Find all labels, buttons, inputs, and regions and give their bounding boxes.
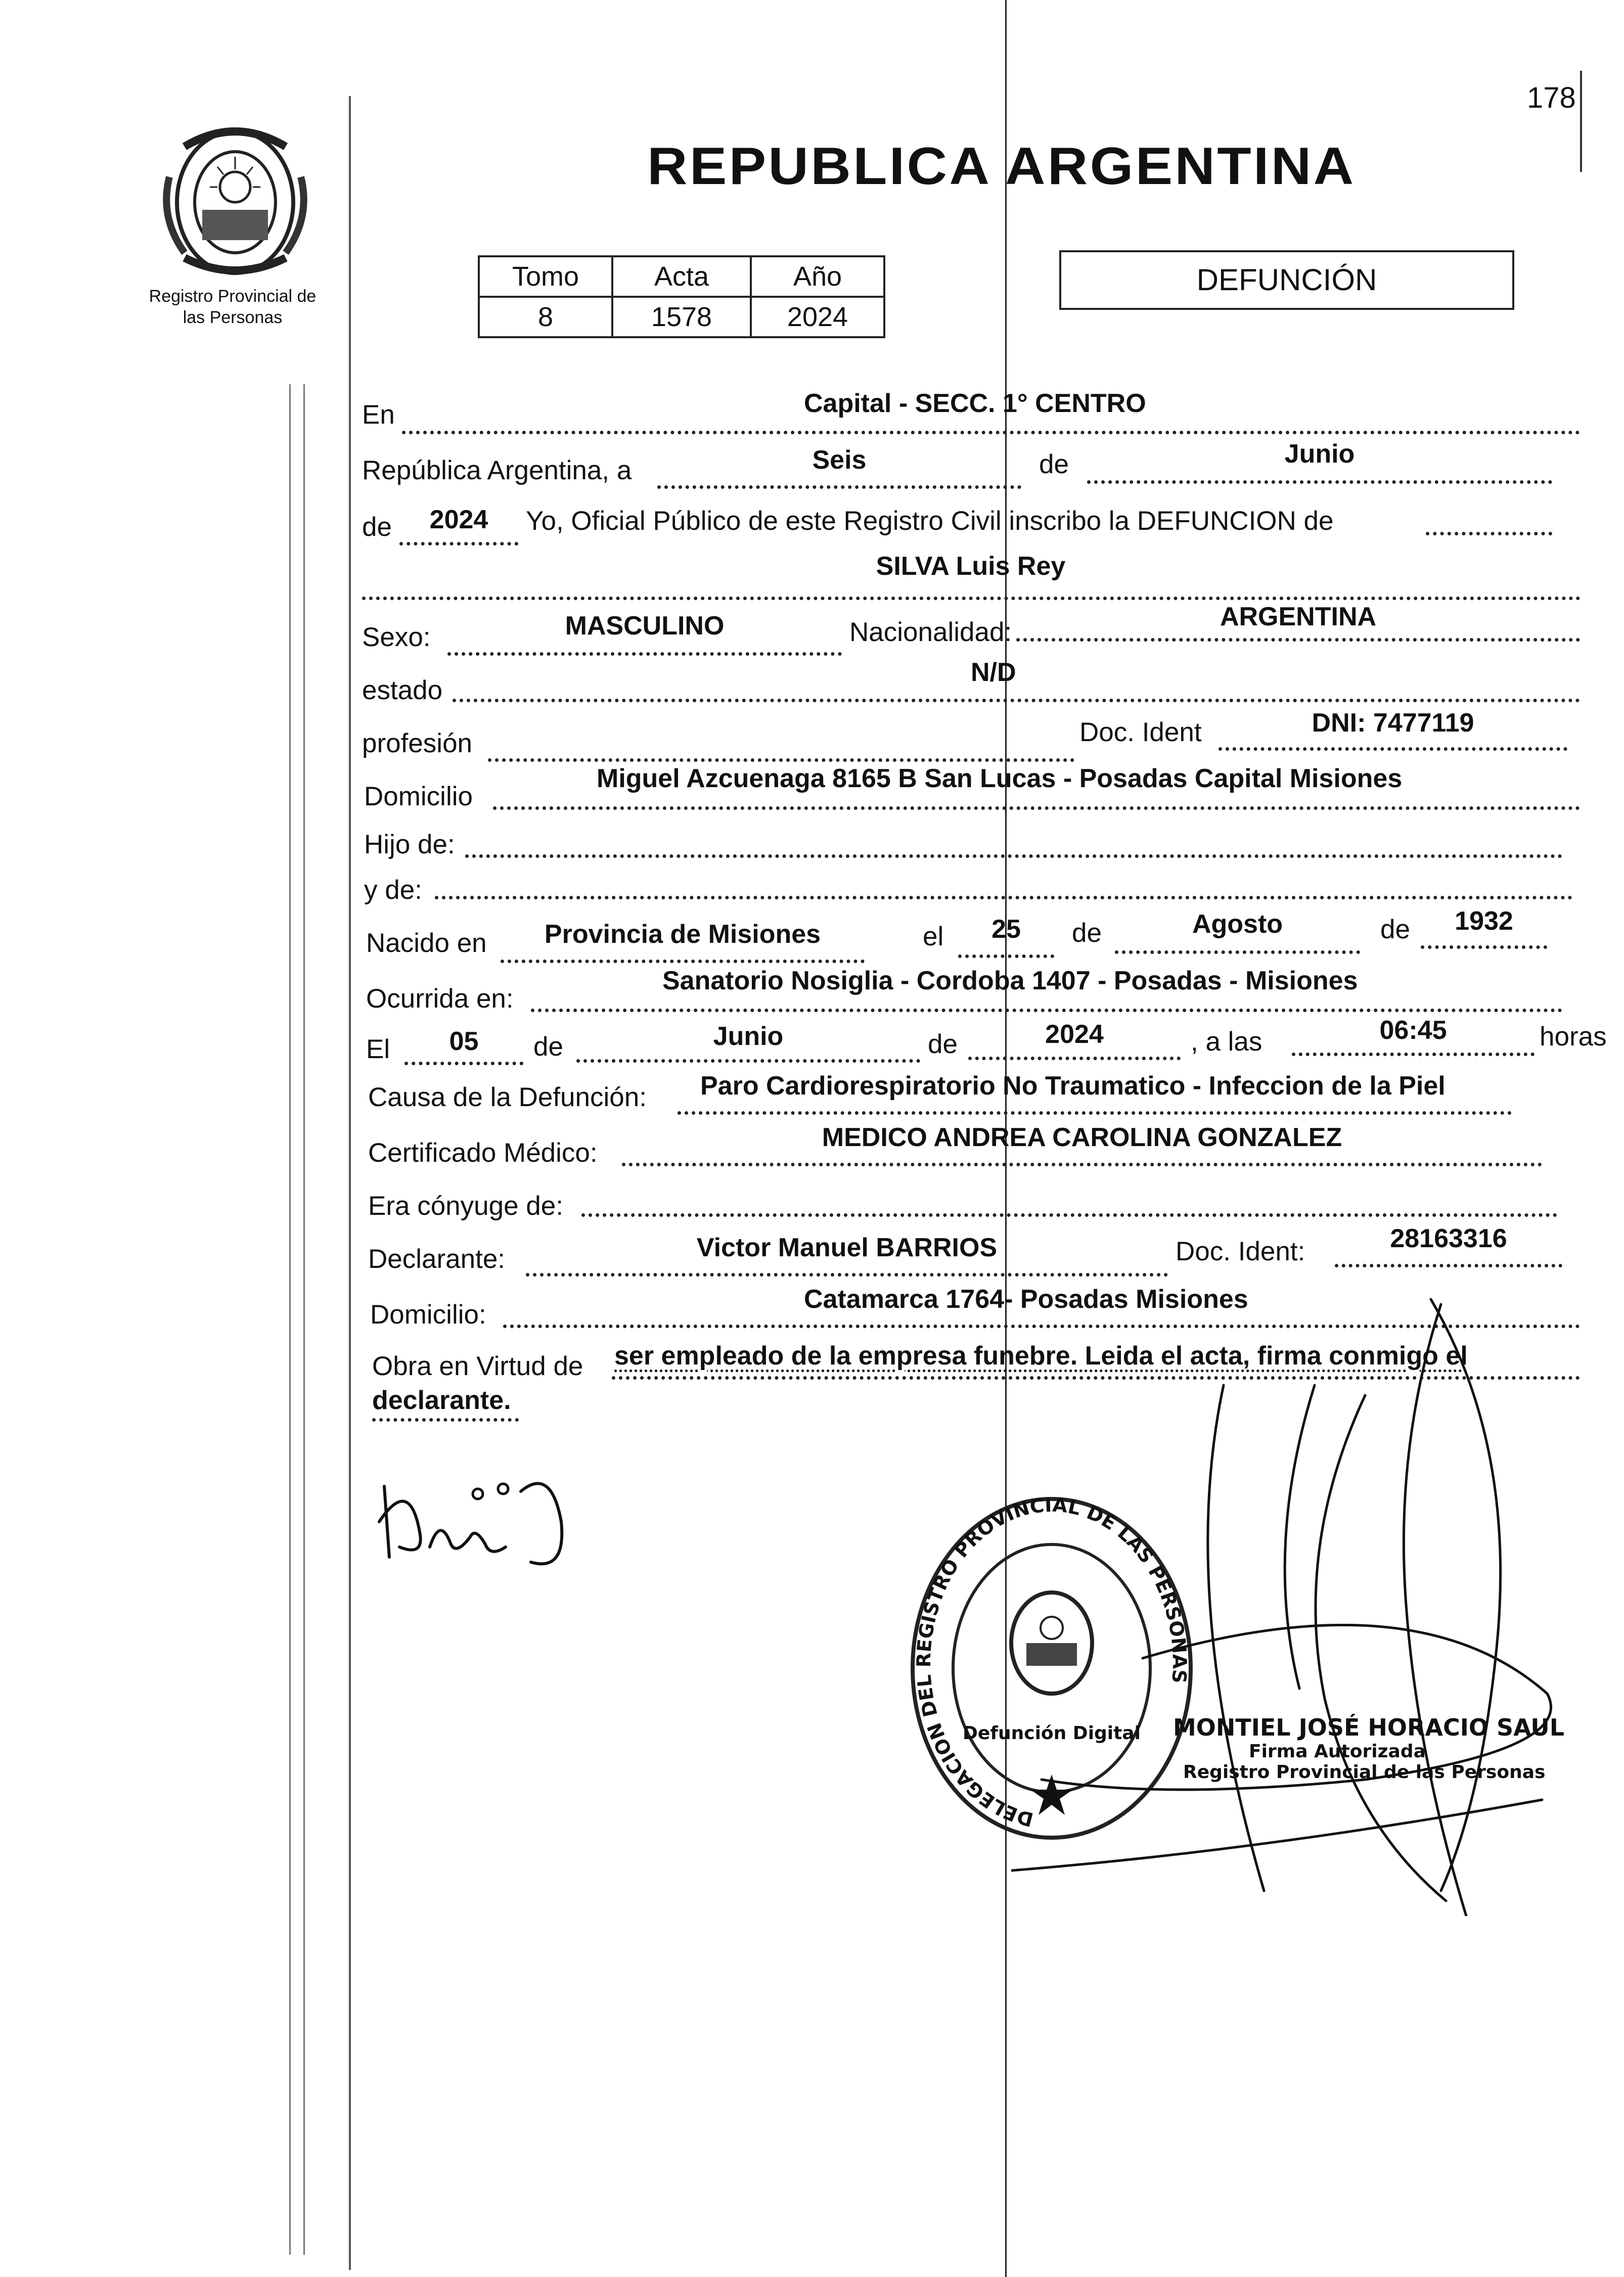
decl-doc-value: 28163316 — [1390, 1224, 1507, 1253]
dotted-line — [531, 1009, 1562, 1012]
doc-value: DNI: 7477119 — [1312, 708, 1474, 738]
el-label: el — [923, 922, 944, 951]
dotted-line — [1426, 532, 1552, 535]
registry-acta-value: 1578 — [612, 297, 751, 337]
mes-value: Junio — [1284, 439, 1355, 469]
alas-label: , a las — [1191, 1027, 1262, 1057]
dotted-line — [1421, 945, 1547, 949]
obra-label: Obra en Virtud de — [372, 1351, 583, 1381]
nac-anio-value: 1932 — [1455, 906, 1513, 936]
dotted-line — [1335, 1264, 1562, 1267]
registry-header-row — [479, 256, 884, 297]
certificado-value: MEDICO ANDREA CAROLINA GONZALEZ — [822, 1123, 1342, 1152]
declarante-label: Declarante: — [368, 1244, 506, 1274]
dotted-line — [968, 1057, 1181, 1060]
decl-doc-label: Doc. Ident: — [1176, 1237, 1305, 1266]
sexo-label: Sexo: — [362, 622, 431, 652]
anio-value: 2024 — [429, 505, 488, 534]
stamp-ring-text: DELEGACION DEL REGISTRO PROVINCIAL DE LAS PERSONAS — [912, 1493, 1191, 1831]
declarante-value: Victor Manuel BARRIOS — [696, 1233, 998, 1262]
dotted-line — [488, 758, 1074, 762]
hijo-label: Hijo de: — [364, 830, 455, 859]
doc-label: Doc. Ident — [1079, 717, 1202, 747]
de-anio-label: de — [362, 512, 392, 542]
profesion-label: profesión — [362, 728, 473, 758]
el2-label: El — [366, 1034, 390, 1064]
lugar-value: Capital - SECC. 1° CENTRO — [804, 389, 1146, 418]
conyuge-label: Era cónyuge de: — [368, 1191, 563, 1221]
def-mes-value: Junio — [713, 1022, 784, 1051]
nacido-value: Provincia de Misiones — [544, 920, 821, 949]
dotted-line — [1016, 638, 1580, 642]
yde-label: y de: — [364, 875, 422, 905]
def-de1-label: de — [533, 1032, 563, 1062]
dotted-line — [404, 1062, 523, 1065]
obra-value-line2: declarante. — [372, 1386, 511, 1415]
registry-tomo-value: 8 — [479, 297, 612, 337]
registry-header-acta: Acta — [612, 256, 751, 297]
estado-label: estado — [362, 675, 443, 705]
dotted-line — [402, 431, 1580, 434]
sexo-value: MASCULINO — [565, 611, 725, 641]
signer-block — [1173, 1714, 1564, 1783]
nac-de2-label: de — [1380, 915, 1410, 944]
dotted-line — [657, 485, 1021, 489]
dotted-line — [958, 954, 1054, 958]
dotted-line — [493, 806, 1580, 810]
horas-label: horas — [1540, 1022, 1607, 1052]
ocurrida-value: Sanatorio Nosiglia - Cordoba 1407 - Posadas - Misiones — [662, 966, 1358, 995]
inscribo-text: Yo, Oficial Público de este Registro Civil inscribo la DEFUNCION de — [526, 506, 1334, 536]
estado-value: N/D — [971, 658, 1016, 687]
causa-label: Causa de la Defunción: — [368, 1082, 647, 1112]
page-title: REPUBLICA ARGENTINA — [647, 137, 1356, 196]
margin-line — [289, 384, 291, 2255]
registry-value-row — [479, 297, 884, 337]
def-de2-label: de — [928, 1029, 958, 1059]
dia-value: Seis — [812, 445, 867, 475]
dotted-line — [372, 1418, 519, 1422]
dotted-line — [362, 597, 1581, 600]
signer-name: MONTIEL JOSÉ HORACIO SAUL — [1173, 1714, 1565, 1741]
republica-label: República Argentina, a — [362, 456, 632, 485]
ocurrida-label: Ocurrida en: — [366, 984, 514, 1014]
stamp-inner-text: Defunción Digital — [963, 1723, 1141, 1744]
right-margin-mark — [1580, 71, 1582, 172]
dotted-line — [678, 1111, 1512, 1115]
obra-value-line1: ser empleado de la empresa funebre. Leida el acta, firma conmigo el — [614, 1341, 1468, 1371]
lugar-label: En — [362, 400, 395, 430]
causa-value: Paro Cardiorespiratorio No Traumatico - Infeccion de la Piel — [700, 1071, 1446, 1101]
dotted-line — [501, 960, 865, 963]
dotted-line — [465, 854, 1562, 858]
nacido-label: Nacido en — [366, 928, 487, 958]
left-margin-line — [349, 96, 351, 2270]
def-hora-value: 06:45 — [1379, 1016, 1447, 1045]
signer-office: Registro Provincial de las Personas — [1183, 1762, 1546, 1783]
page-number: 178 — [1527, 81, 1576, 114]
nac-de1-label: de — [1072, 918, 1102, 948]
logo-caption-line2: las Personas — [183, 308, 283, 327]
dotted-line — [447, 652, 842, 656]
province-seal-logo — [154, 116, 316, 283]
decl-domicilio-value: Catamarca 1764- Posadas Misiones — [804, 1285, 1248, 1314]
dotted-line — [435, 896, 1572, 899]
def-anio-value: 2024 — [1045, 1020, 1104, 1049]
nacionalidad-value: ARGENTINA — [1220, 602, 1377, 631]
registry-header-tomo: Tomo — [479, 256, 612, 297]
act-type-box: DEFUNCIÓN — [1059, 250, 1514, 310]
nombre-value: SILVA Luis Rey — [876, 552, 1066, 581]
dotted-line — [1292, 1053, 1535, 1056]
declarant-signature — [369, 1456, 581, 1577]
dotted-line — [453, 699, 1580, 702]
margin-line — [303, 384, 305, 2255]
dotted-line — [1087, 480, 1552, 484]
de-label: de — [1039, 449, 1069, 479]
authority-signature — [1011, 1294, 1583, 1916]
domicilio-value: Miguel Azcuenaga 8165 B San Lucas - Posadas Capital Misiones — [597, 764, 1403, 793]
dotted-line — [581, 1213, 1557, 1217]
registry-table — [478, 255, 885, 338]
nac-mes-value: Agosto — [1192, 909, 1283, 939]
dotted-line — [622, 1163, 1542, 1166]
dotted-line — [1219, 747, 1567, 751]
nacionalidad-label: Nacionalidad: — [849, 617, 1012, 647]
signer-role: Firma Autorizada — [1249, 1741, 1426, 1762]
nac-dia-value: 25 — [991, 915, 1021, 944]
logo-caption-line1: Registro Provincial de — [149, 287, 317, 306]
dotted-line — [399, 542, 518, 545]
def-dia-value: 05 — [449, 1027, 479, 1056]
decl-domicilio-label: Domicilio: — [370, 1300, 486, 1330]
dotted-line — [576, 1059, 920, 1063]
certificado-label: Certificado Médico: — [368, 1138, 598, 1168]
dotted-line — [1115, 950, 1360, 954]
registry-header-anio: Año — [751, 256, 884, 297]
domicilio-label: Domicilio — [364, 782, 473, 811]
logo-caption — [126, 286, 339, 328]
dotted-line — [526, 1273, 1168, 1277]
registry-anio-value: 2024 — [751, 297, 884, 337]
